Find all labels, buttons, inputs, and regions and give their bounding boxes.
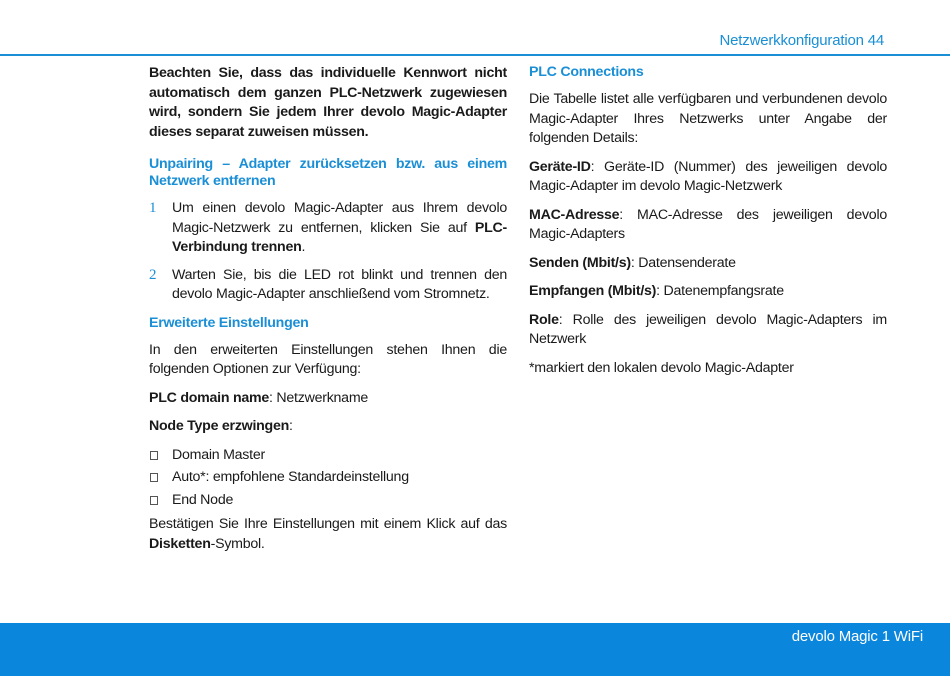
option-label: Auto*: empfohlene Standardeinstellung (172, 469, 409, 485)
step-item (149, 199, 507, 258)
step-number: 1 (149, 200, 157, 216)
confirm-text-end: -Symbol. (210, 535, 265, 552)
definition-term: Role (529, 311, 559, 328)
node-type-label: Node Type erzwingen (149, 418, 290, 434)
step-number: 2 (149, 266, 157, 283)
right-column (529, 64, 887, 387)
definition-item (529, 158, 887, 197)
unpairing-steps (149, 199, 507, 305)
definition-item (529, 254, 887, 274)
definition-term: MAC-Adresse (529, 206, 620, 223)
domain-name-label: PLC domain name (149, 389, 270, 406)
definition-desc: : Datensenderate (630, 254, 736, 271)
bullet-square-icon (150, 473, 158, 482)
header-divider (0, 54, 950, 56)
definition-item (529, 206, 887, 245)
advanced-settings-heading: Erweiterte Einstellungen (149, 314, 309, 331)
bullet-square-icon (150, 451, 158, 460)
list-item (149, 446, 507, 466)
unpairing-heading: Unpairing – Adapter zurücksetzen bzw. aus einem Netzwerk entfernen (149, 156, 507, 189)
confirm-text (149, 515, 507, 554)
password-notice: Beachten Sie, dass das individuelle Kennwort nicht automatisch dem ganzen PLC-Netzwerk zugewiesen wird, sondern Sie jedem Ihrer devolo Magic-Adapter dieses separat zuweisen müssen. (149, 65, 507, 140)
definition-term: Geräte-ID (529, 158, 591, 175)
step-item (149, 266, 507, 305)
footer-band (0, 623, 950, 676)
definition-term: Empfangen (Mbit/s) (529, 283, 657, 299)
step-text: Warten Sie, bis die LED rot blinkt und trennen den devolo Magic-Adapter anschließend vom Stromnetz. (172, 266, 507, 302)
list-item (149, 491, 507, 511)
confirm-text-start: Bestätigen Sie Ihre Einstellungen mit einem Klick auf das (149, 516, 507, 532)
bullet-square-icon (150, 496, 158, 505)
node-type-line (149, 417, 507, 437)
definition-term: Senden (Mbit/s) (529, 254, 631, 271)
definition-item (529, 311, 887, 350)
step-text: Um einen devolo Magic-Adapter aus Ihrem devolo Magic-Netzwerk zu entfernen, klicken Sie auf (172, 200, 507, 236)
definition-desc: : Geräte-ID (Nummer) des jeweiligen devolo Magic-Adapter im devolo Magic-Netzwerk (529, 158, 887, 194)
definition-desc: : Datenempfangsrate (656, 283, 784, 299)
option-label: End Node (172, 491, 234, 508)
option-label: Domain Master (172, 446, 265, 463)
confirm-ui-label: Disketten (149, 535, 211, 552)
footnote: *markiert den lokalen devolo Magic-Adapter (529, 359, 794, 376)
definition-desc: : MAC-Adresse des jeweiligen devolo Magic-Adapters (529, 206, 887, 242)
page-header-title: Netzwerkkonfiguration 44 (719, 32, 884, 49)
definition-desc: : Rolle des jeweiligen devolo Magic-Adapters im Netzwerk (529, 311, 887, 347)
domain-name-desc: : Netzwerkname (269, 389, 369, 406)
domain-name-line (149, 389, 507, 409)
node-type-options (149, 446, 507, 511)
step-ui-label: PLC-Verbindung trennen (172, 219, 507, 255)
node-type-colon: : (289, 418, 293, 434)
footer-product-name: devolo Magic 1 WiFi (791, 628, 923, 645)
definition-item (529, 282, 887, 302)
advanced-intro: In den erweiterten Einstellungen stehen Ihnen die folgenden Optionen zur Verfügung: (149, 341, 507, 377)
plc-connections-heading: PLC Connections (529, 64, 644, 80)
left-column (149, 64, 507, 563)
plc-connections-intro: Die Tabelle listet alle verfügbaren und verbundenen devolo Magic-Adapter Ihres Netzwerks unter Angabe der folgenden Details: (529, 91, 887, 146)
list-item (149, 468, 507, 488)
step-text-end: . (301, 239, 306, 255)
